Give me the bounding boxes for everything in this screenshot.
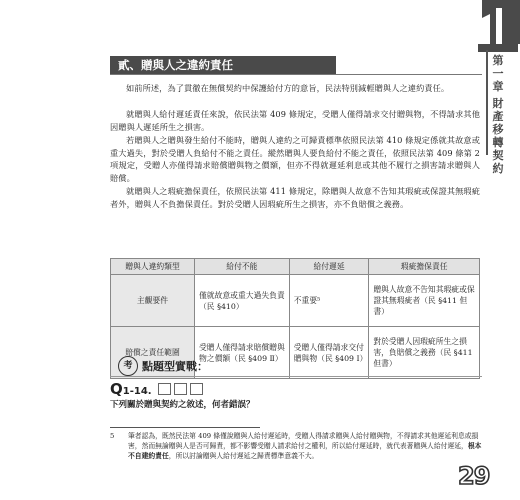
question-sub: 1-14. — [122, 386, 152, 397]
table-cell: 不重要⁵ — [289, 275, 369, 327]
question-number — [110, 380, 152, 398]
paragraph-impossibility: 若贈與人之贈與發生給付不能時，贈與人違約之可歸責標準依照民法第 410 條規定係就其故意或重大過失，對於受贈人負給付不能之責任。縱然贈與人要負給付不能之責任，依照民法第 409 條第 2 項規定，受贈人亦僅得請求賠償贈與物之價額，但亦不得就遲延利息或其他不履行之損害請求贈與人賠償。 — [110, 135, 480, 183]
footnote-text-end: ，所以討論贈與人給付遲延之歸責標準意義不大。 — [168, 452, 319, 460]
footnote-text: 筆者認為，既然民法第 409 條僅說贈與人給付遲延時，受贈人得請求贈與人給付贈與物，不得請求其他遲延利息或損害，然而無論贈與人是否可歸責，都不影響受贈人請求給付之權利，所以給付遲延時，就代表著贈與人給付遲延， — [128, 432, 479, 450]
question-text: 下列關於贈與契約之敘述，何者錯誤？ — [110, 400, 255, 410]
table-header: 給付遲延 — [289, 259, 369, 275]
table-cell: 僅就故意或重大過失負責（民 §410） — [195, 275, 290, 327]
page-number: 29 — [458, 462, 490, 490]
review-checkbox[interactable] — [190, 383, 203, 395]
footnote-number: 5 — [110, 432, 115, 440]
footnote — [110, 431, 482, 461]
exam-divider — [110, 376, 482, 377]
paragraph-delay: 就贈與人給付遲延責任來說，依民法第 409 條規定，受贈人僅得請求交付贈與物，不得請求其他因贈與人遲延所生之損害。 — [110, 109, 480, 132]
exam-section-title: 點題型實戰： — [142, 360, 208, 373]
table-header: 瑕疵擔保責任 — [369, 259, 480, 275]
table-cell: 贈與人故意不告知其瑕疵或保證其無瑕疵者（民 §411 但書） — [369, 275, 480, 327]
table-cell: 受贈人僅得請求交付贈與物（民 §409 Ⅰ） — [289, 327, 369, 379]
table-cell: 對於受贈人因瑕疵所生之損害，負賠償之義務（民 §411 但書） — [369, 327, 480, 379]
table-header: 給付不能 — [195, 259, 290, 275]
review-checkbox[interactable] — [174, 383, 187, 395]
review-checkbox[interactable] — [158, 383, 171, 395]
chapter-number-graphic — [476, 0, 520, 52]
table-header: 贈與人違約類型 — [111, 259, 195, 275]
row-label: 主觀要件 — [111, 275, 195, 327]
footnote-divider — [110, 427, 260, 428]
paragraph-intro: 如前所述，為了貫徹在無償契約中保護給付方的意旨，民法特別減輕贈與人之違約責任。 — [126, 83, 450, 93]
section-title: 貳、贈與人之違約責任 — [110, 56, 336, 74]
chapter-label: 第一章 — [492, 54, 504, 93]
table-row — [111, 275, 480, 327]
table-cell: 受贈人僅得請求賠償贈與物之價額（民 §409 Ⅱ） — [195, 327, 290, 379]
chapter-side-bar — [486, 50, 488, 155]
table-header-row — [111, 259, 480, 275]
row-label: 賠償之責任範圍 — [111, 327, 195, 379]
chapter-title: 財產移轉契約 — [492, 97, 504, 175]
footnote-emphasis: 根本不自建約責任 — [128, 442, 482, 460]
section-divider — [110, 74, 482, 75]
paragraph-warranty: 就贈與人之瑕疵擔保責任，依照民法第 411 條規定，除贈與人故意不告知其瑕疵或保證其無瑕疵者外，贈與人不負擔保責任。對於受贈人因瑕疵所生之損害，亦不負賠償之義務。 — [110, 186, 480, 209]
chapter-side-label — [490, 54, 506, 175]
exam-icon: 考 — [118, 356, 138, 376]
question-letter: Q — [110, 380, 123, 398]
